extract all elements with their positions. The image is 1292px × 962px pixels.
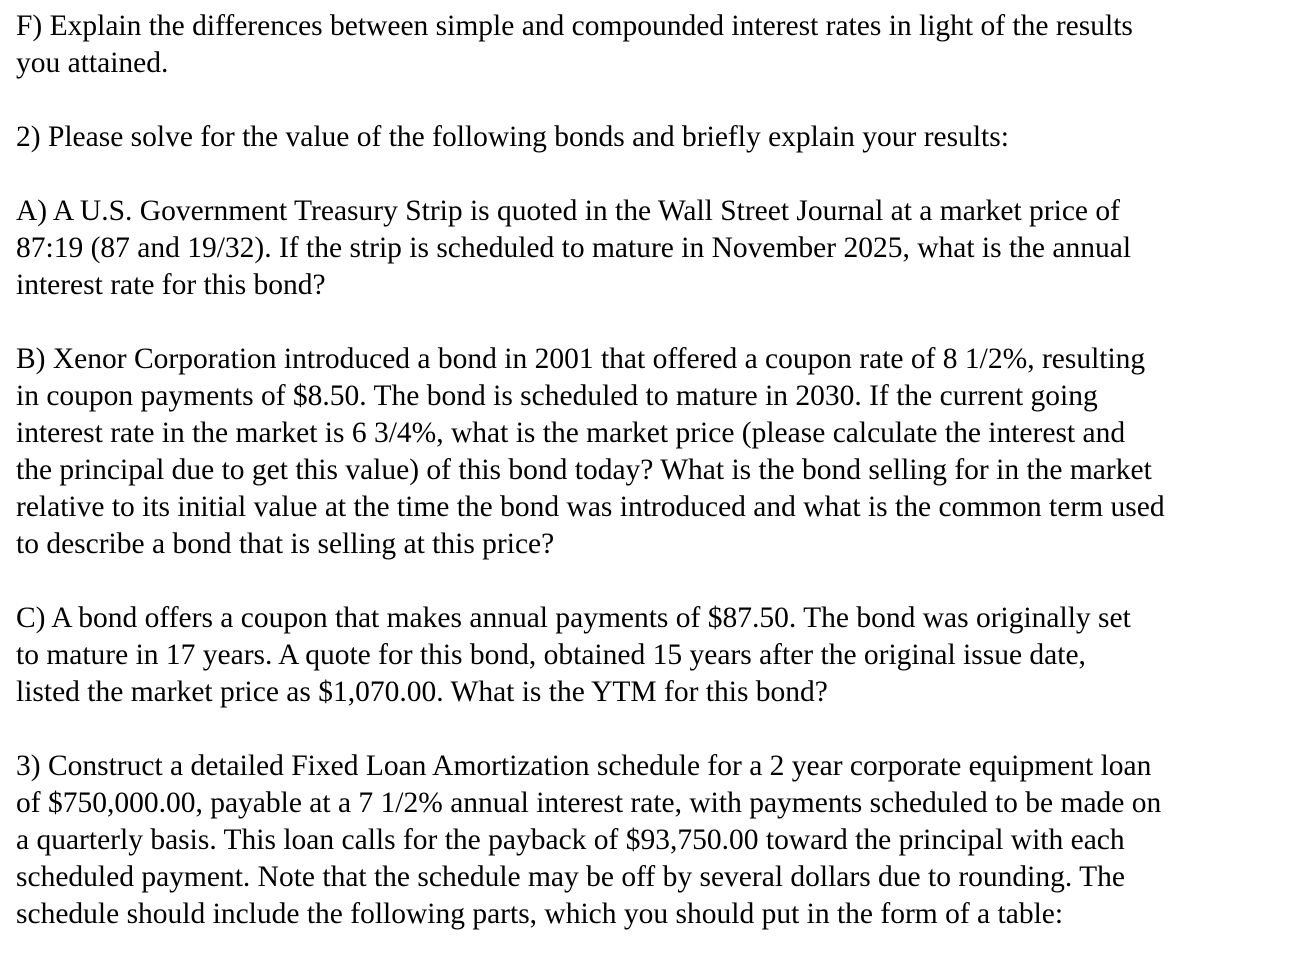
text-line: F) Explain the differences between simple and compounded interest rates in light of the results	[16, 10, 1133, 42]
document-page	[16, 8, 1282, 933]
text-line: B) Xenor Corporation introduced a bond in 2001 that offered a coupon rate of 8 1/2%, resulting	[16, 343, 1146, 375]
question-3-paragraph	[16, 748, 1282, 933]
text-line: 2) Please solve for the value of the following bonds and briefly explain your results:	[16, 121, 1009, 153]
text-line: listed the market price as $1,070.00. What is the YTM for this bond?	[16, 676, 828, 708]
question-2a-paragraph	[16, 193, 1282, 304]
text-line: to mature in 17 years. A quote for this bond, obtained 15 years after the original issue date,	[16, 639, 1086, 671]
text-line: scheduled payment. Note that the schedule may be off by several dollars due to rounding. The	[16, 861, 1125, 893]
text-line: interest rate for this bond?	[16, 269, 326, 301]
text-line: to describe a bond that is selling at this price?	[16, 528, 555, 560]
text-line: interest rate in the market is 6 3/4%, what is the market price (please calculate the interest and	[16, 417, 1126, 449]
text-line: of $750,000.00, payable at a 7 1/2% annual interest rate, with payments scheduled to be made on	[16, 787, 1162, 819]
text-line: 87:19 (87 and 19/32). If the strip is scheduled to mature in November 2025, what is the annual	[16, 232, 1132, 264]
text-line: 3) Construct a detailed Fixed Loan Amortization schedule for a 2 year corporate equipment loan	[16, 750, 1152, 782]
question-1f-paragraph	[16, 8, 1282, 82]
text-line: C) A bond offers a coupon that makes annual payments of $87.50. The bond was originally set	[16, 602, 1131, 634]
question-2-paragraph	[16, 119, 1282, 156]
text-line: relative to its initial value at the time the bond was introduced and what is the common term used	[16, 491, 1165, 523]
question-2c-paragraph	[16, 600, 1282, 711]
text-line: A) A U.S. Government Treasury Strip is quoted in the Wall Street Journal at a market price of	[16, 195, 1120, 227]
text-line: you attained.	[16, 47, 169, 79]
text-line: schedule should include the following parts, which you should put in the form of a table:	[16, 898, 1064, 930]
text-line: a quarterly basis. This loan calls for the payback of $93,750.00 toward the principal with each	[16, 824, 1125, 856]
text-line: the principal due to get this value) of this bond today? What is the bond selling for in the market	[16, 454, 1152, 486]
question-2b-paragraph	[16, 341, 1282, 563]
text-line: in coupon payments of $8.50. The bond is scheduled to mature in 2030. If the current going	[16, 380, 1098, 412]
